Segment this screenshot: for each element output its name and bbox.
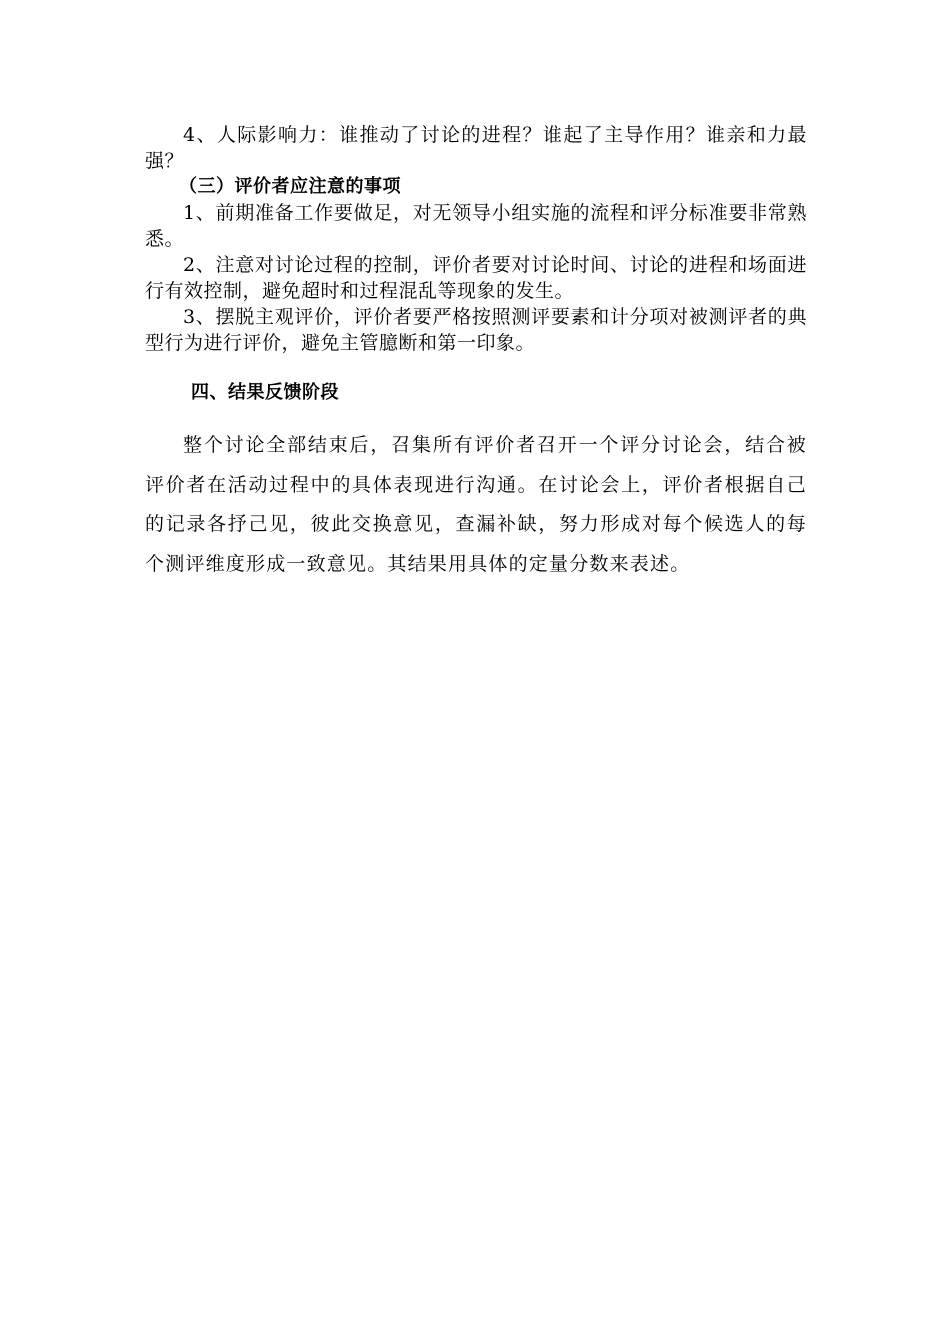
- item-interpersonal-influence: 4、人际影响力：谁推动了讨论的进程？谁起了主导作用？谁亲和力最强？: [145, 124, 807, 172]
- note-objective-evaluation: 3、摆脱主观评价，评价者要严格按照测评要素和计分项对被测评者的典型行为进行评价，避免主管臆断和第一印象。: [145, 306, 807, 354]
- note-preparation: 1、前期准备工作要做足，对无领导小组实施的流程和评分标准要非常熟悉。: [145, 202, 807, 250]
- feedback-paragraph: 整个讨论全部结束后，召集所有评价者召开一个评分讨论会，结合被评价者在活动过程中的具体表现进行沟通。在讨论会上，评价者根据自己的记录各抒己见，彼此交换意见，查漏补缺，努力形成对每个候选人的每个测评维度形成一致意见。其结果用具体的定量分数来表述。: [145, 434, 807, 575]
- document-body: [145, 122, 807, 584]
- note-process-control: 2、注意对讨论过程的控制，评价者要对讨论时间、讨论的进程和场面进行有效控制，避免超时和过程混乱等现象的发生。: [145, 254, 807, 302]
- section-heading-evaluator-notes: （三）评价者应注意的事项: [179, 176, 401, 197]
- section-heading-result-feedback: 四、结果反馈阶段: [191, 382, 339, 403]
